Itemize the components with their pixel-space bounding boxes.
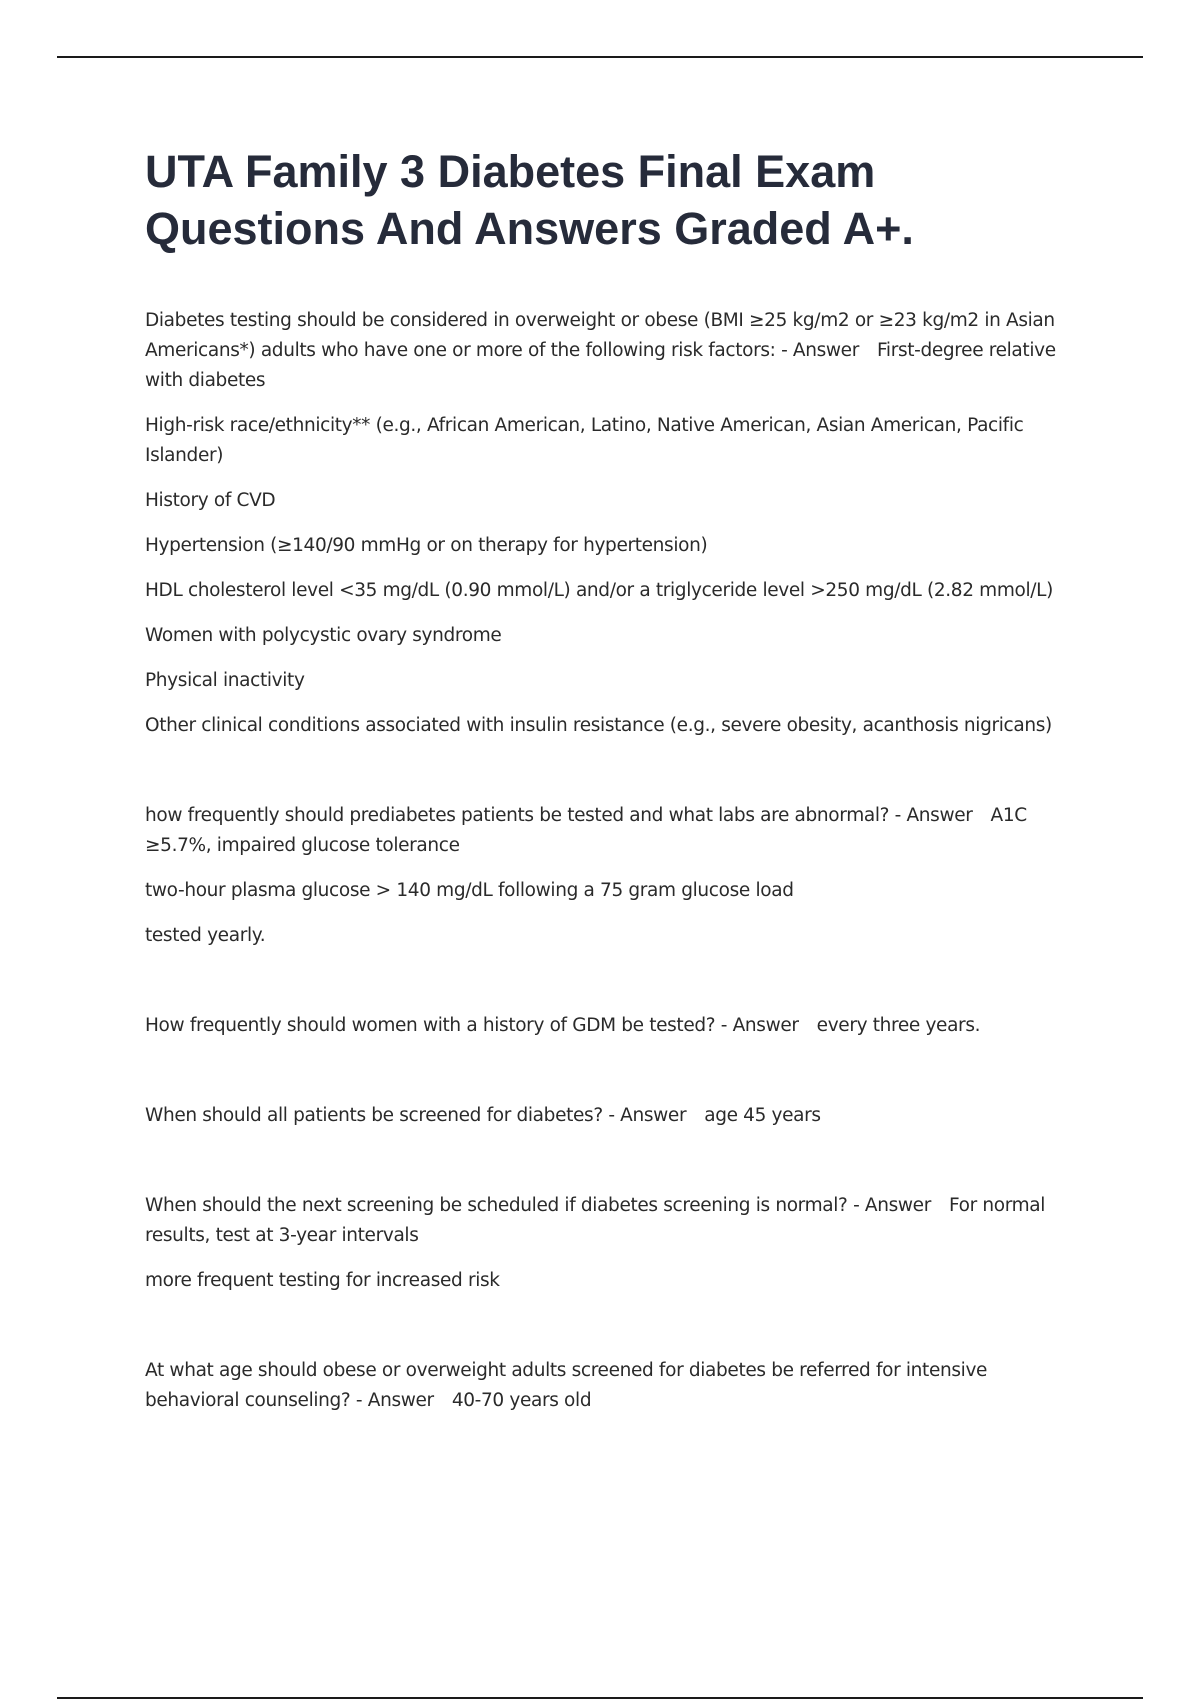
qa-question-line bbox=[145, 1191, 1075, 1251]
answer-continuation: History of CVD bbox=[145, 490, 276, 511]
qa-question-line bbox=[145, 1011, 1075, 1041]
answer-continuation: two-hour plasma glucose > 140 mg/dL following a 75 gram glucose load bbox=[145, 880, 794, 901]
answer-continuation: Women with polycystic ovary syndrome bbox=[145, 625, 502, 646]
qa-item bbox=[145, 1356, 1075, 1416]
answer-continuation: HDL cholesterol level <35 mg/dL (0.90 mmol/L) and/or a triglyceride level >250 mg/dL (2.82 mmol/L) bbox=[145, 580, 1053, 601]
question-text: When should the next screening be scheduled if diabetes screening is normal? bbox=[145, 1195, 848, 1216]
answer-marker: - Answer bbox=[355, 1390, 434, 1411]
document-body bbox=[145, 143, 1075, 1476]
answer-continuation: more frequent testing for increased risk bbox=[145, 1270, 500, 1291]
qa-item bbox=[145, 1011, 1075, 1041]
question-text: When should all patients be screened for diabetes? bbox=[145, 1105, 603, 1126]
answer-marker: - Answer bbox=[894, 805, 973, 826]
answer-marker: - Answer bbox=[781, 340, 859, 361]
bottom-rule bbox=[57, 1697, 1143, 1699]
answer-marker: - Answer bbox=[608, 1105, 687, 1126]
answer-text: A1C ≥5.7%, impaired glucose tolerance bbox=[145, 805, 1027, 856]
qa-question-line bbox=[145, 801, 1075, 861]
answer-text: 40-70 years old bbox=[451, 1390, 592, 1411]
answer-continuation: Hypertension (≥140/90 mmHg or on therapy for hypertension) bbox=[145, 535, 708, 556]
question-text: At what age should obese or overweight adults screened for diabetes be referred for intensive behavioral counseling? bbox=[145, 1360, 988, 1411]
qa-item bbox=[145, 306, 1075, 741]
qa-question-line bbox=[145, 1356, 1075, 1416]
question-text: Diabetes testing should be considered in overweight or obese (BMI ≥25 kg/m2 or ≥23 kg/m2 in Asian Americans*) adults who have one or more of the following risk factors: bbox=[145, 310, 1055, 361]
answer-marker: - Answer bbox=[853, 1195, 931, 1216]
answer-continuation: High-risk race/ethnicity** (e.g., African American, Latino, Native American, Asian American, Pacific Islander) bbox=[145, 415, 1024, 466]
answer-text: First-degree relative with diabetes bbox=[145, 340, 1056, 391]
question-text: How frequently should women with a history of GDM be tested? bbox=[145, 1015, 716, 1036]
answer-continuation: Physical inactivity bbox=[145, 670, 305, 691]
answer-text: every three years. bbox=[816, 1015, 981, 1036]
qa-question-line bbox=[145, 1101, 1075, 1131]
qa-item bbox=[145, 801, 1075, 951]
qa-item bbox=[145, 1191, 1075, 1296]
document-title: UTA Family 3 Diabetes Final Exam Questions And Answers Graded A+. bbox=[145, 146, 914, 254]
qa-question-line bbox=[145, 306, 1075, 396]
qa-item bbox=[145, 1101, 1075, 1131]
answer-text: For normal results, test at 3-year intervals bbox=[145, 1195, 1046, 1246]
answer-marker: - Answer bbox=[720, 1015, 799, 1036]
top-rule bbox=[57, 56, 1143, 58]
answer-continuation: Other clinical conditions associated with insulin resistance (e.g., severe obesity, acanthosis nigricans) bbox=[145, 715, 1052, 736]
question-text: how frequently should prediabetes patients be tested and what labs are abnormal? bbox=[145, 805, 890, 826]
answer-text: age 45 years bbox=[704, 1105, 821, 1126]
answer-continuation: tested yearly. bbox=[145, 925, 266, 946]
